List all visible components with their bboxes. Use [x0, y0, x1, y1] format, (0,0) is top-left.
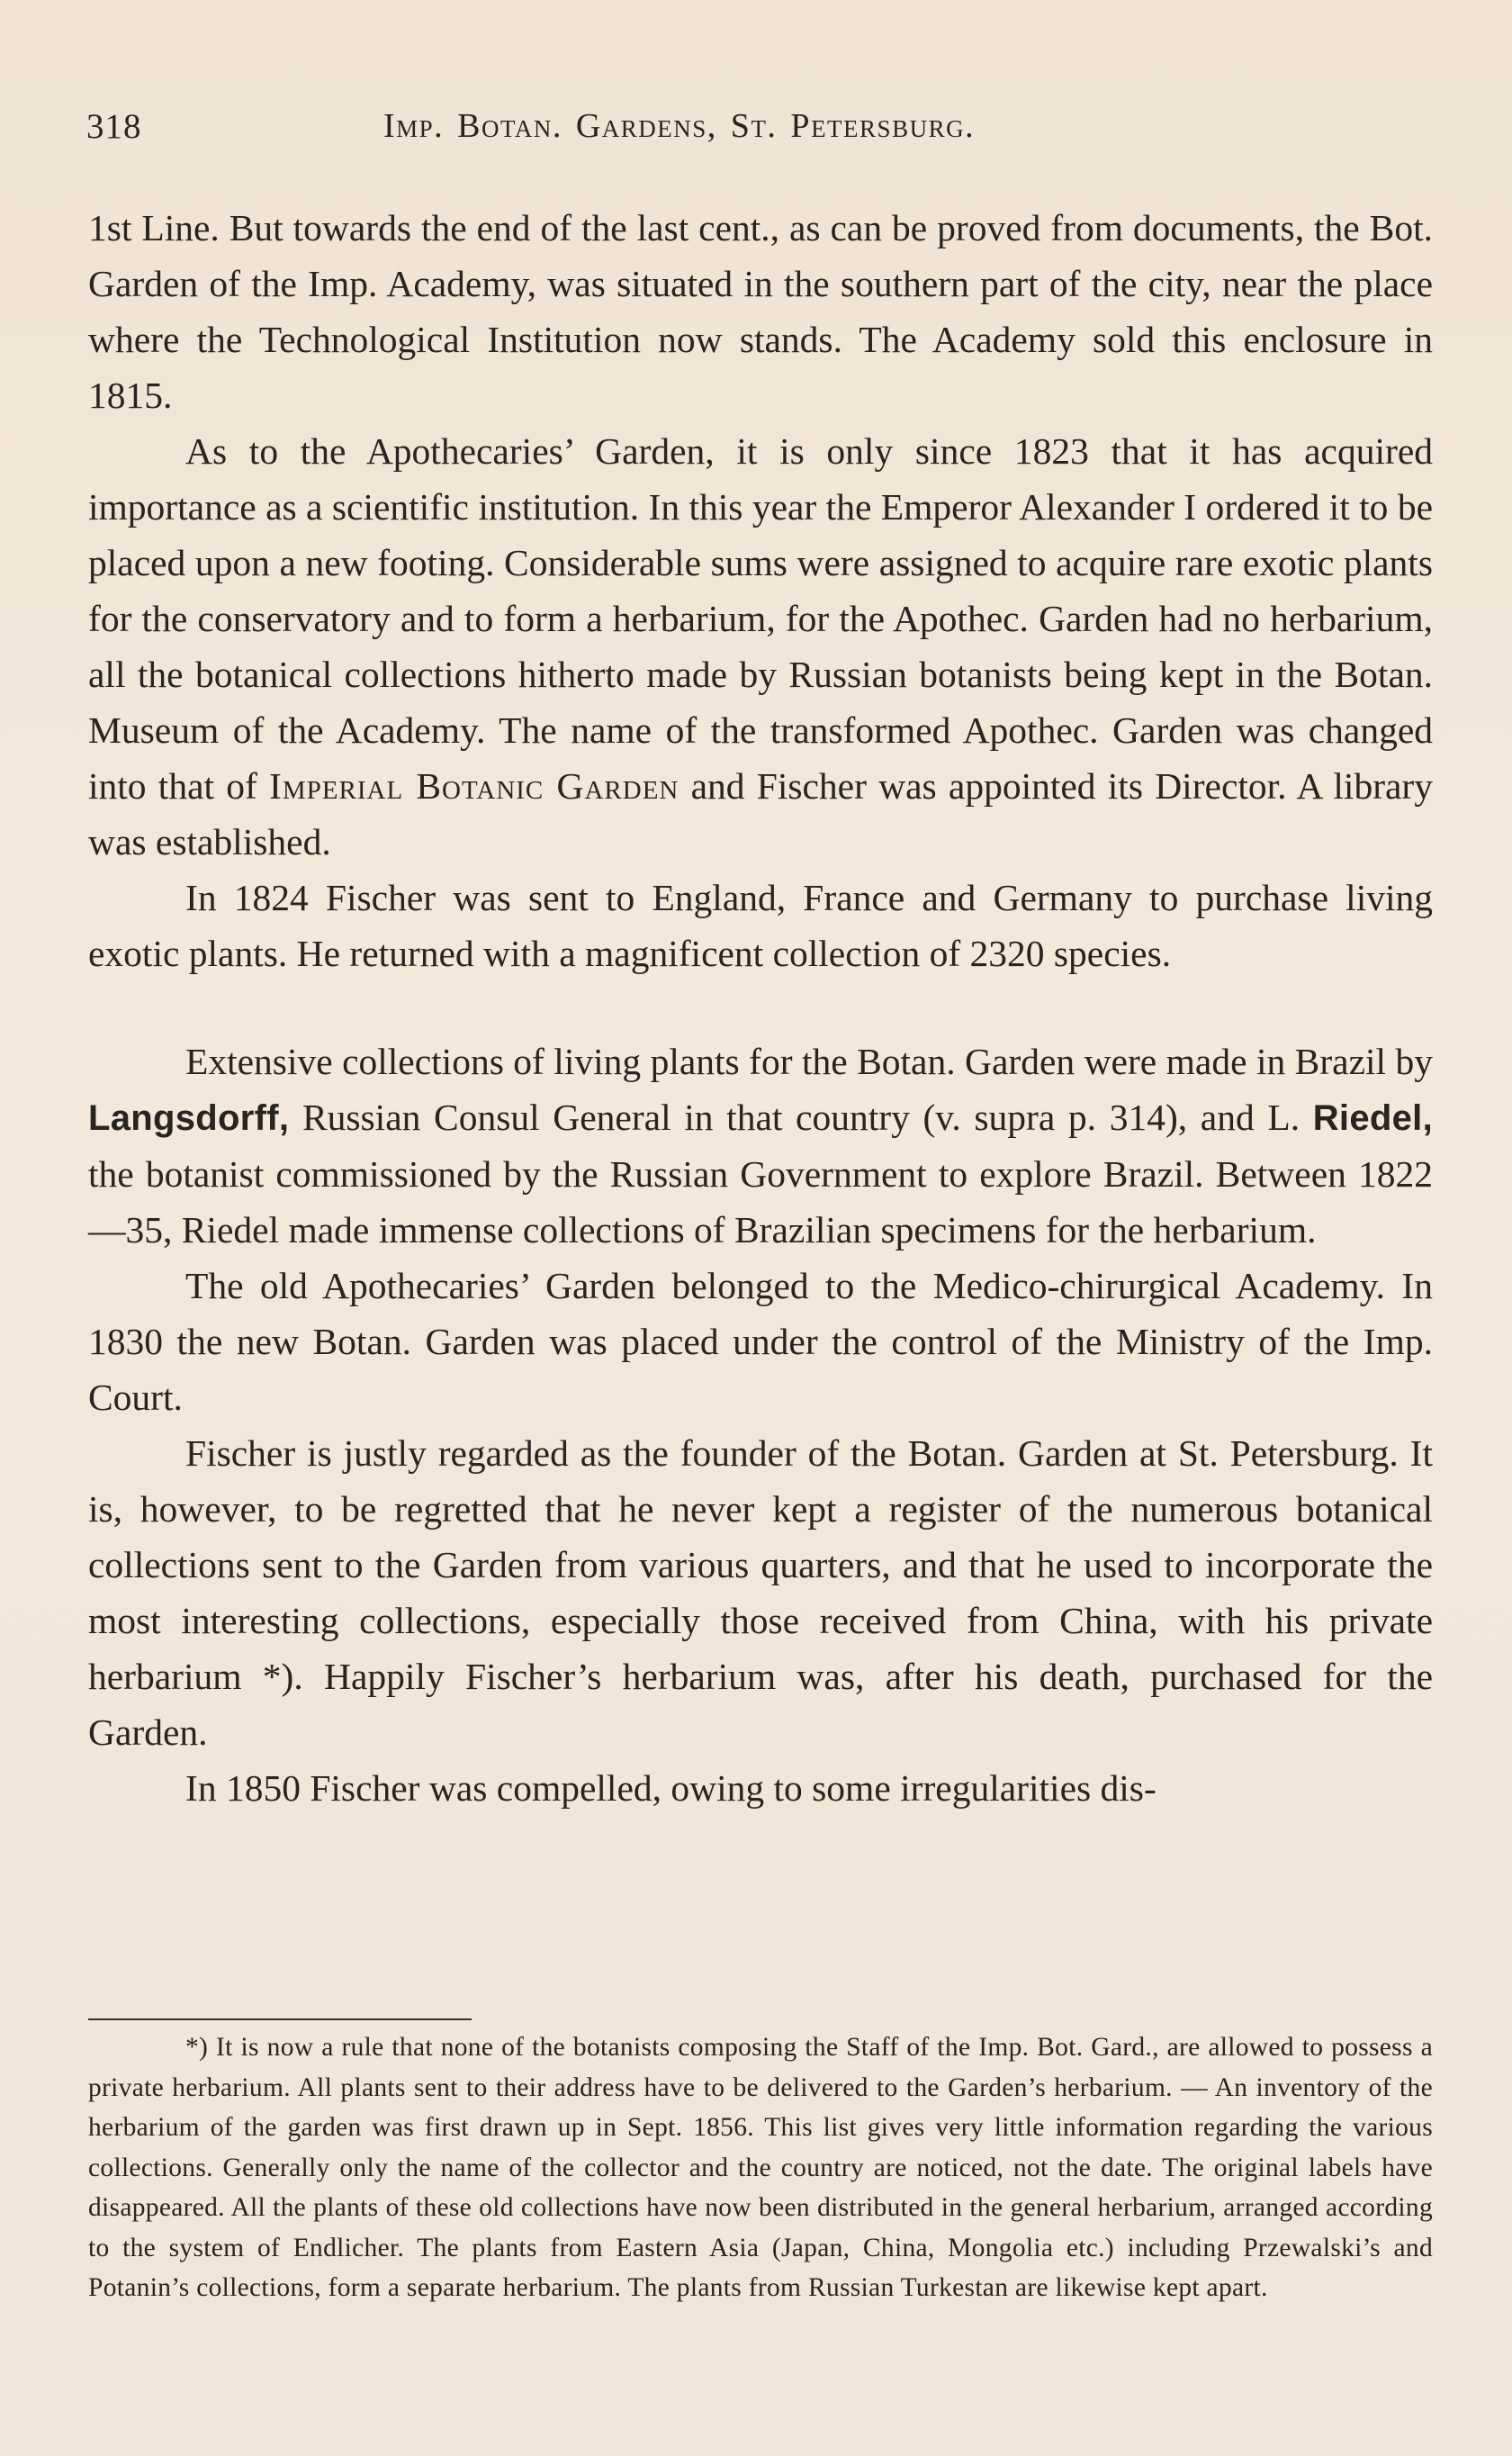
paragraph-3-text: In 1824 Fischer was sent to England, France and Germany to purchase living exotic plants. He returned with a magnificent collection of 2320 species. — [88, 877, 1433, 974]
running-head — [86, 106, 1433, 160]
paragraph-4-text-2: Russian Consul General in that country (v. supra p. 314), and L. — [302, 1097, 1300, 1138]
paragraph-7 — [88, 1760, 1433, 1816]
paragraph-3 — [88, 870, 1433, 981]
paragraph-5 — [88, 1258, 1433, 1425]
footnote — [88, 2027, 1433, 2308]
paragraph-1 — [88, 200, 1433, 423]
paragraph-2 — [88, 423, 1433, 870]
collector-name-langsdorff: Langsdorff, — [88, 1098, 290, 1138]
paragraph-4-text-1: Extensive collections of living plants for the Botan. Garden were made in Brazil by — [185, 1041, 1433, 1082]
paragraph-4-text-3: the botanist commissioned by the Russian Government to explore Brazil. Between 1822—35, Riedel made immense collections of Brazilian specimens for the herbarium. — [88, 1153, 1433, 1251]
footnote-text: *) It is now a rule that none of the botanists composing the Staff of the Imp. Bot. Gard., are allowed to possess a private herbarium. All plants sent to their address have to be delivered to the Garden’s herbarium. — An inventory of the herbarium of the garden was first drawn up in Sept. 1856. This list gives very little information regarding the various collections. Generally only the name of the collector and the country are noticed, not the date. The original labels have disappeared. All the plants of these old collections have now been distributed in the general herbarium, arranged according to the system of Endlicher. The plants from Eastern Asia (Japan, China, Mongolia etc.) including Przewalski’s and Potanin’s collections, form a separate herbarium. The plants from Russian Turkestan are likewise kept apart. — [88, 2033, 1433, 2302]
paragraph-5-text: The old Apothecaries’ Garden belonged to the Medico-chirurgical Academy. In 1830 the new Botan. Garden was placed under the control of the Ministry of the Imp. Court. — [88, 1265, 1433, 1418]
body-text — [88, 200, 1433, 1816]
paragraph-4 — [88, 1034, 1433, 1258]
garden-name-smallcaps: Imperial Botanic Garden — [269, 765, 680, 807]
page-number: 318 — [86, 107, 142, 146]
paragraph-1-text: 1st Line. But towards the end of the last cent., as can be proved from documents, the Bot. Garden of the Imp. Academy, was situated in the southern part of the city, near the place where the Technological Institution now stands. The Academy sold this enclosure in 1815. — [88, 207, 1433, 416]
footnote-rule — [88, 2018, 472, 2020]
paragraph-6 — [88, 1425, 1433, 1760]
collector-name-riedel: Riedel, — [1312, 1098, 1434, 1138]
paragraph-2-text-after: and Fischer was appointed its Director. A library was established. — [88, 765, 1434, 862]
paragraph-7-text: In 1850 Fischer was compelled, owing to some irregularities dis- — [185, 1767, 1156, 1809]
running-title: Imp. Botan. Gardens, St. Petersburg. — [383, 107, 976, 145]
paragraph-2-text: As to the Apothecaries’ Garden, it is only since 1823 that it has acquired importance as a scientific institution. In this year the Emperor Alexander I ordered it to be placed upon a new footing. Considerable sums were assigned to acquire rare exotic plants for the conservatory and to form a herbarium, for the Apothec. Garden had no herbarium, all the botanical collections hitherto made by Russian botanists being kept in the Botan. Museum of the Academy. The name of the transformed Apothec. Garden was changed into that of — [88, 430, 1433, 807]
paragraph-6-text: Fischer is justly regarded as the founder of the Botan. Garden at St. Petersburg. It is, however, to be regretted that he never kept a register of the numerous botanical collections sent to the Garden from various quarters, and that he used to incorporate the most interesting collections, especially those received from China, with his private herbarium *). Happily Fischer’s herbarium was, after his death, purchased for the Garden. — [88, 1432, 1433, 1753]
